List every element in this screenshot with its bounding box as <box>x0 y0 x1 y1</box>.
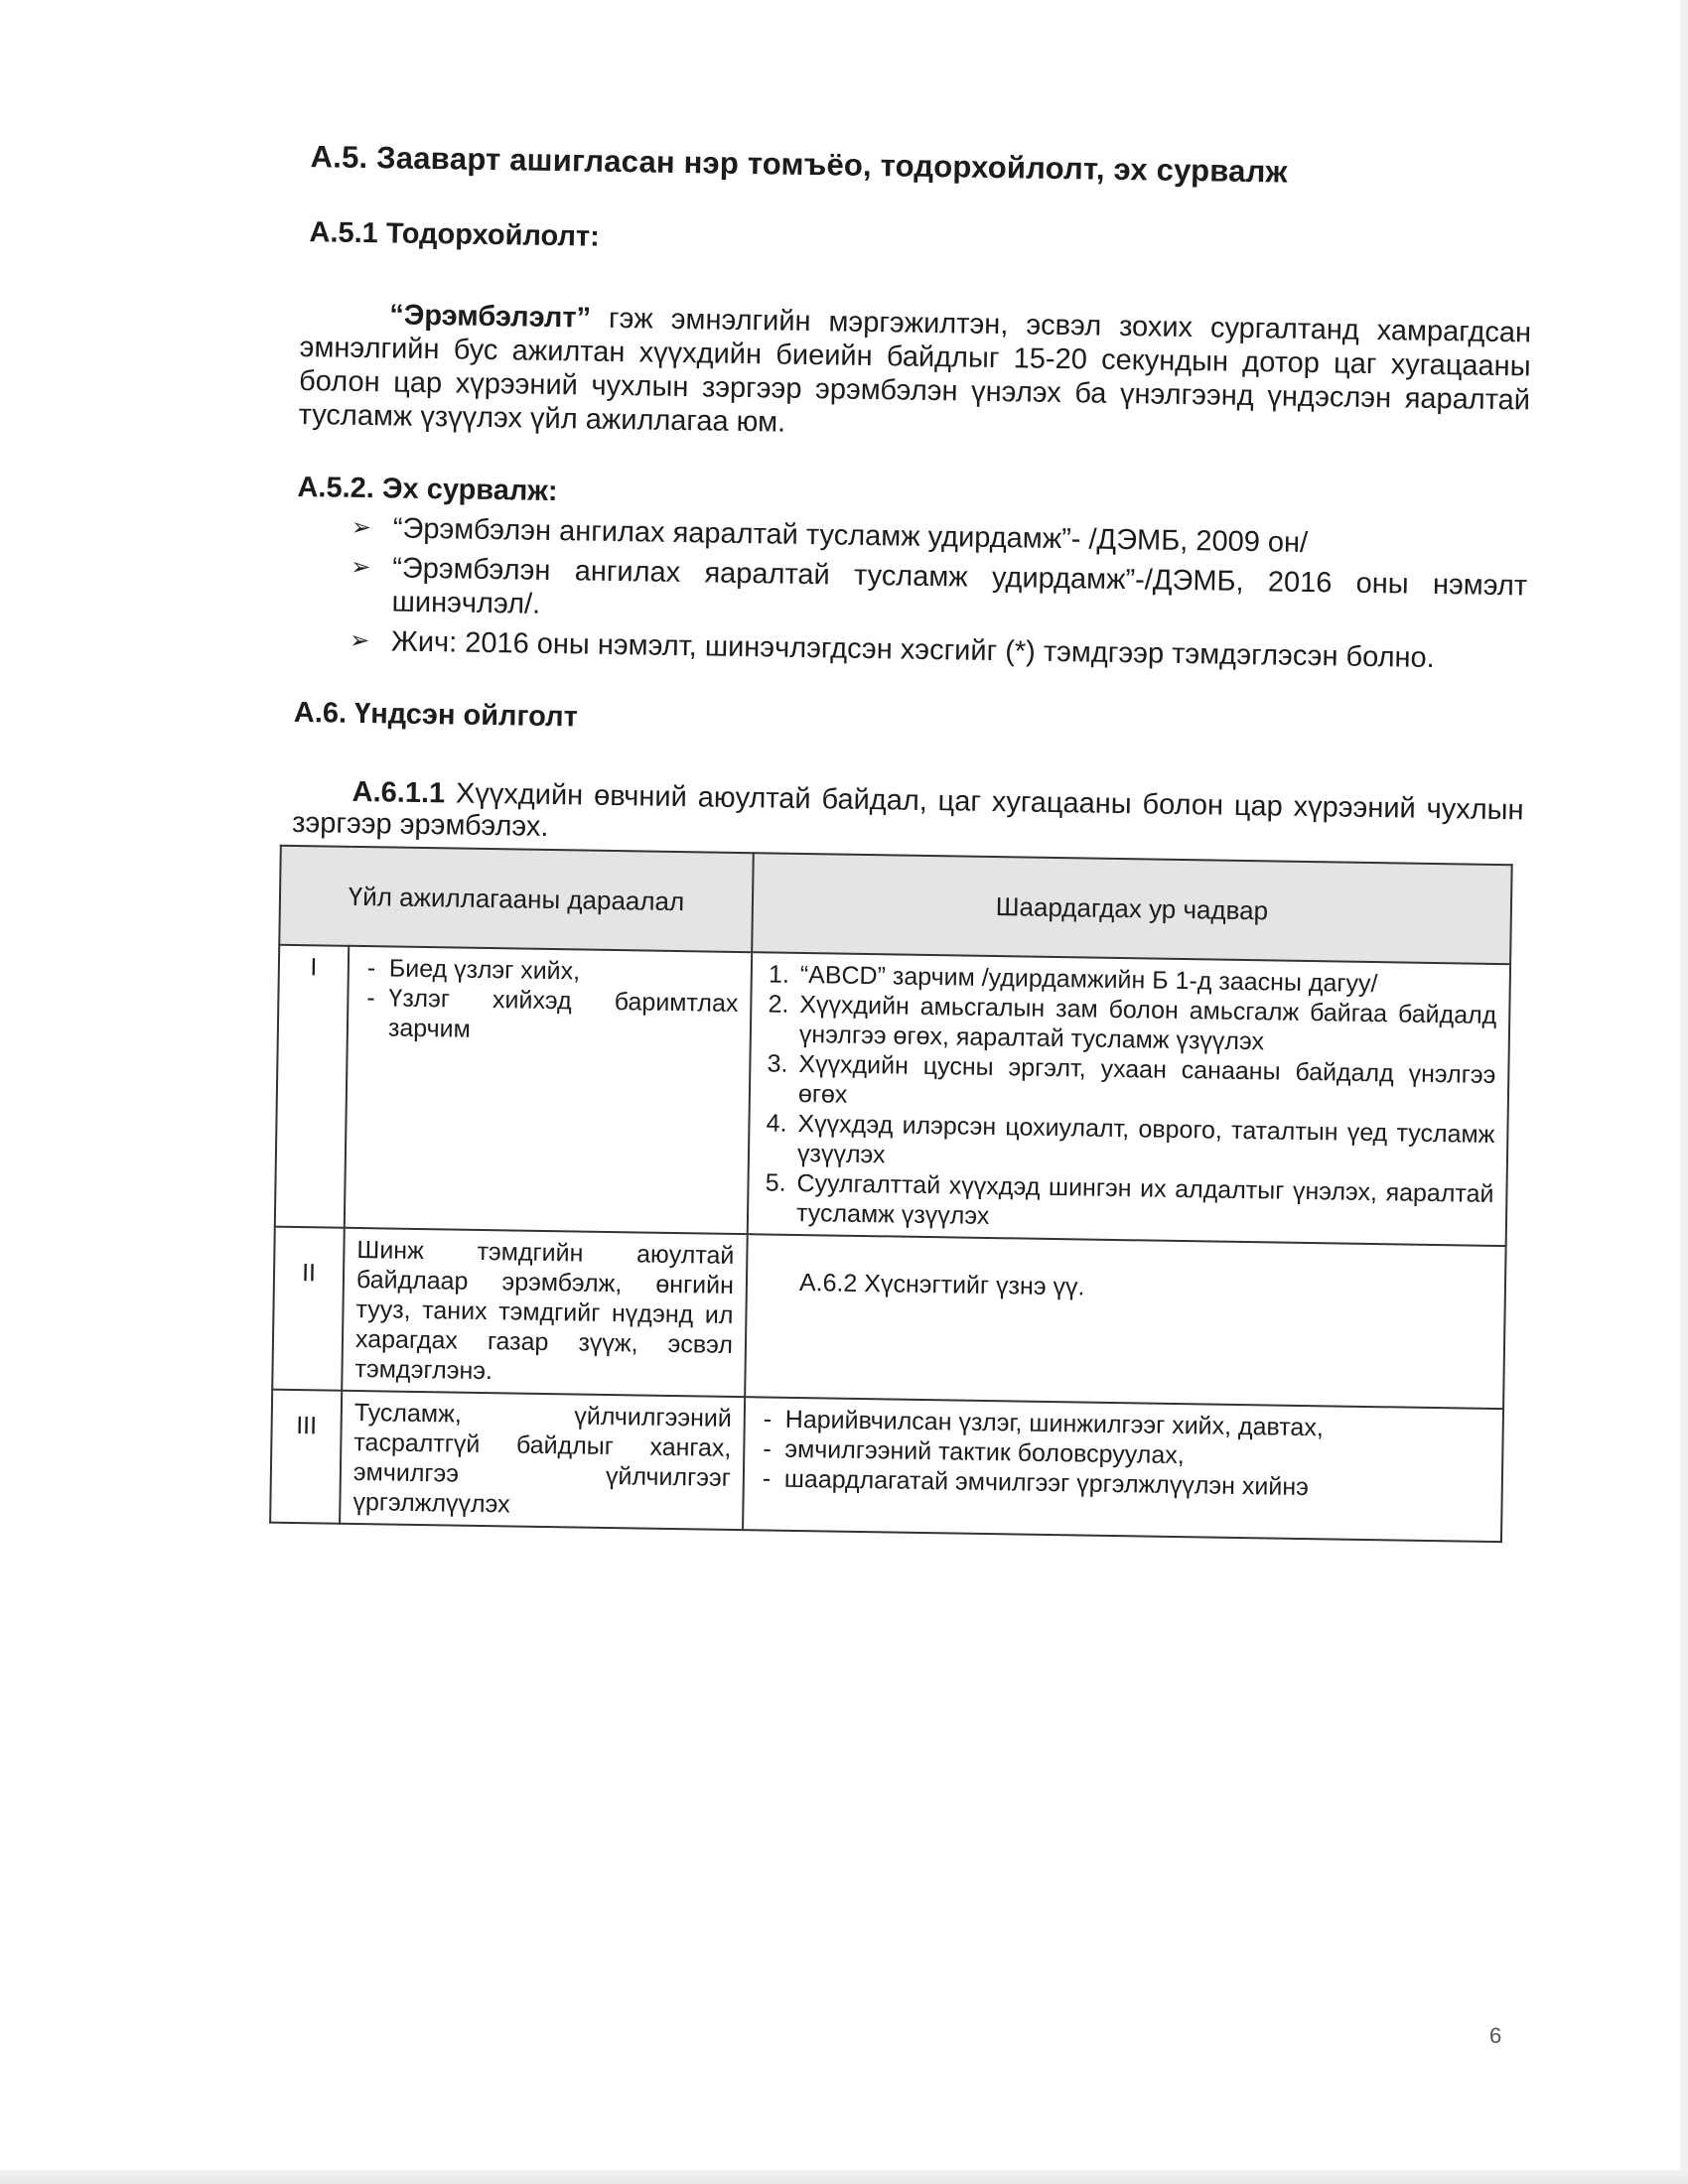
column-header-skills: Шаардагдах ур чадвар <box>752 853 1511 964</box>
step-cell: Шинж тэмдгийн аюултай байдлаар эрэмбэлж, өнгийн тууз, таних тэмдгийг нүдэнд ил харагдах газар зүүж, эсвэл тэмдэглэнэ. <box>342 1228 748 1397</box>
step-cell: Тусламж, үйлчилгээний тасралтгүй байдлыг хангах, эмчилгээ үйлчилгээг үргэлжлүүлэх <box>340 1391 745 1530</box>
list-item: - Биед үзлэг хийх, <box>389 953 739 989</box>
table-header-row <box>279 846 1511 964</box>
scan-edge <box>1680 0 1688 2184</box>
table-row <box>270 1390 1503 1542</box>
list-item: 3. Хүүхдийн цусны эргэлт, ухаан санааны байдалд үнэлгээ өгөх <box>794 1049 1496 1120</box>
list-item: - шаардлагатай эмчилгээг үргэлжлүүлэн хийнэ <box>784 1464 1489 1505</box>
sources-list <box>295 510 1528 676</box>
list-item: - эмчилгээний тактик боловсруулах, <box>784 1434 1489 1475</box>
row-number: II <box>272 1227 345 1391</box>
source-item: ➢ Жич: 2016 оны нэмэлт, шинэчлэгдсэн хэсгийг (*) тэмдгээр тэмдэглэсэн болно. <box>349 625 1436 674</box>
triage-table <box>269 845 1513 1543</box>
list-item: 1. “ABCD” зарчим /удирдамжийн Б 1-д заасны дагуу/ <box>796 960 1497 1001</box>
step-cell <box>345 946 752 1234</box>
column-header-sequence: Үйл ажиллагааны дараалал <box>279 846 754 952</box>
scan-edge-bottom <box>0 2170 1688 2184</box>
table-row <box>272 1227 1505 1409</box>
arrow-bullet-icon: ➢ <box>349 626 370 655</box>
skill-cell: А.6.2 Хүснэгтийг үзнэ үү. <box>745 1234 1505 1409</box>
skill-cell <box>743 1397 1503 1542</box>
list-item: 2. Хүүхдийн амьсгалын зам болон амьсгалж байгаа байдалд үнэлгээ өгөх, яаралтай тусламж үзүүлэх <box>795 990 1497 1060</box>
list-item: 4. Хүүхдэд илэрсэн цохиулалт, оврого, таталтын үед тусламж үзүүлэх <box>793 1109 1495 1179</box>
list-item: - Үзлэг хийхэд баримтлах зарчим <box>388 983 739 1048</box>
section-heading-a51: А.5.1 Тодорхойлолт: <box>309 216 601 253</box>
arrow-bullet-icon: ➢ <box>351 553 371 582</box>
subsection-intro: А.6.1.1 Хүүхдийн өвчний аюултай байдал, цаг хугацааны болон цар хүрээний чухлын зэргээр эрэмбэлэх. <box>291 775 1524 843</box>
defined-term: “Эрэмбэлэлт” <box>388 299 592 335</box>
source-item: ➢ “Эрэмбэлэн ангилах яаралтай тусламж удирдамж”-/ДЭМБ, 2016 оны нэмэлт шинэчлэл/. <box>351 552 1528 620</box>
section-heading-a6: А.6. Үндсэн ойлголт <box>293 696 579 734</box>
list-item: 5. Суулгалттай хүүхдэд шингэн их алдалтыг үнэлэх, яаралтай тусламж үзүүлэх <box>792 1168 1494 1239</box>
section-heading-a5: А.5. Заавaрт ашигласан нэр томъёо, тодорхойлолт, эх сурвалж <box>310 139 1288 190</box>
skill-cell <box>748 952 1510 1246</box>
document-content <box>281 139 1534 1543</box>
row-number: III <box>270 1390 342 1524</box>
source-item: ➢ “Эрэмбэлэн ангилах яаралтай тусламж удирдамж”- /ДЭМБ, 2009 он/ <box>351 512 1309 559</box>
page-number: 6 <box>1489 2023 1502 2048</box>
arrow-bullet-icon: ➢ <box>351 513 372 542</box>
section-heading-a52: А.5.2. Эх сурвалж: <box>297 471 558 508</box>
row-number: I <box>275 945 349 1228</box>
list-item: - Нарийвчилсан үзлэг, шинжилгээг хийх, давтах, <box>785 1405 1490 1445</box>
table-row <box>275 945 1510 1246</box>
subsection-number: А.6.1.1 <box>352 775 446 810</box>
definition-text: гэж эмнэлгийн мэргэжилтэн, эсвэл зохих сургалтанд хамрагдсан эмнэлгийн бус ажилтан хүүхдийн биеийн байдлыг 15-20 секундын дотор цаг хугацааны болон цар хүрээний чухлын зэргээр эрэмбэлэн үнэлэх ба үнэлгээнд үндэслэн яаралтай тусламж үзүүлэх үйл ажиллагаа юм. <box>298 302 1532 439</box>
definition-paragraph <box>298 297 1531 451</box>
